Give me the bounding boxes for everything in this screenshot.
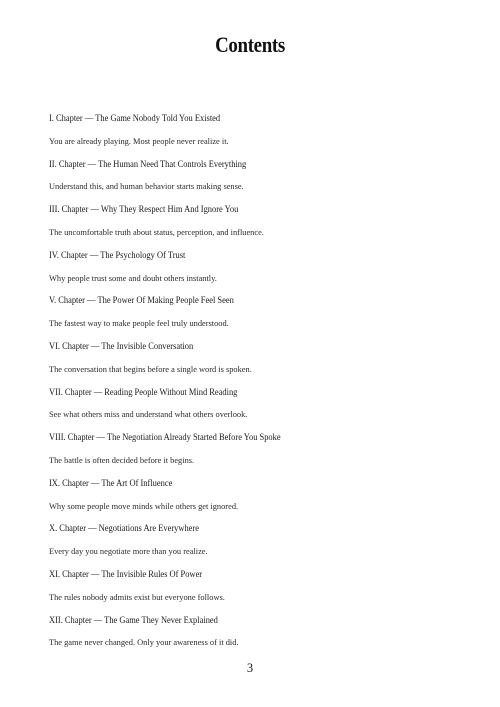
chapter-description: See what others miss and understand what others overlook. xyxy=(49,410,248,420)
chapter-description: Every day you negotiate more than you realize. xyxy=(49,547,208,557)
chapter-heading xyxy=(49,431,427,454)
toc-entry xyxy=(49,203,469,249)
chapter-number: IX. Chapter — xyxy=(49,478,100,489)
chapter-number: V. Chapter — xyxy=(49,296,96,307)
chapter-heading xyxy=(49,614,427,637)
chapter-number: I. Chapter — xyxy=(49,114,94,124)
chapter-heading xyxy=(49,112,427,135)
chapter-number: IV. Chapter — xyxy=(49,250,99,261)
toc-entry xyxy=(49,112,469,158)
chapter-heading xyxy=(49,340,427,363)
chapter-title: The Art Of Influence xyxy=(101,478,173,489)
toc-entry xyxy=(49,249,469,295)
chapter-title: Negotiations Are Everywhere xyxy=(98,524,199,535)
chapter-description: Why some people move minds while others get ignored. xyxy=(49,501,239,511)
chapter-number: X. Chapter — xyxy=(49,524,97,535)
chapter-number: II. Chapter — xyxy=(49,159,97,170)
chapter-title: The Negotiation Already Started Before You Spoke xyxy=(106,433,281,444)
chapter-description: Understand this, and human behavior starts making sense. xyxy=(49,182,244,192)
chapter-description: Why people trust some and doubt others instantly. xyxy=(49,273,217,283)
chapter-description: The conversation that begins before a single word is spoken. xyxy=(49,364,252,374)
chapter-title: The Psychology Of Trust xyxy=(100,250,186,261)
chapter-number: III. Chapter — xyxy=(49,205,99,216)
chapter-description: The battle is often decided before it begins. xyxy=(49,455,195,465)
chapter-description: The game never changed. Only your awareness of it did. xyxy=(49,638,239,648)
chapter-title: The Human Need That Controls Everything xyxy=(98,159,247,170)
toc-entry xyxy=(49,431,469,477)
table-of-contents xyxy=(49,112,469,659)
chapter-heading xyxy=(49,158,427,181)
chapter-title: The Power Of Making People Feel Seen xyxy=(97,296,234,307)
chapter-title: The Invisible Rules Of Power xyxy=(101,569,203,580)
chapter-number: VIII. Chapter — xyxy=(49,433,106,444)
chapter-heading xyxy=(49,203,427,226)
chapter-heading xyxy=(49,568,427,591)
page-title: Contents xyxy=(215,32,285,57)
toc-entry xyxy=(49,386,469,432)
chapter-number: VII. Chapter — xyxy=(49,387,103,398)
chapter-number: XI. Chapter — xyxy=(49,569,100,580)
toc-entry xyxy=(49,477,469,523)
page-number: 3 xyxy=(246,661,254,675)
chapter-title: The Invisible Conversation xyxy=(101,341,194,352)
chapter-heading xyxy=(49,386,427,409)
chapter-description: The rules nobody admits exist but everyone follows. xyxy=(49,592,225,602)
chapter-number: XII. Chapter — xyxy=(49,615,103,626)
chapter-description: The uncomfortable truth about status, perception, and influence. xyxy=(49,227,264,237)
chapter-title: The Game They Never Explained xyxy=(104,615,218,626)
chapter-heading xyxy=(49,477,427,500)
chapter-heading xyxy=(49,522,427,545)
toc-entry xyxy=(49,568,469,614)
chapter-description: You are already playing. Most people never realize it. xyxy=(49,136,229,146)
toc-entry xyxy=(49,158,469,204)
chapter-number: VI. Chapter — xyxy=(49,341,100,352)
chapter-title: Reading People Without Mind Reading xyxy=(104,387,238,398)
chapter-title: The Game Nobody Told You Existed xyxy=(95,114,221,124)
chapter-title: Why They Respect Him And Ignore You xyxy=(100,205,239,216)
chapter-heading xyxy=(49,249,427,272)
toc-entry xyxy=(49,614,469,660)
toc-entry xyxy=(49,340,469,386)
chapter-description: The fastest way to make people feel truly understood. xyxy=(49,319,229,329)
toc-entry xyxy=(49,294,469,340)
chapter-heading xyxy=(49,294,427,317)
toc-entry xyxy=(49,522,469,568)
